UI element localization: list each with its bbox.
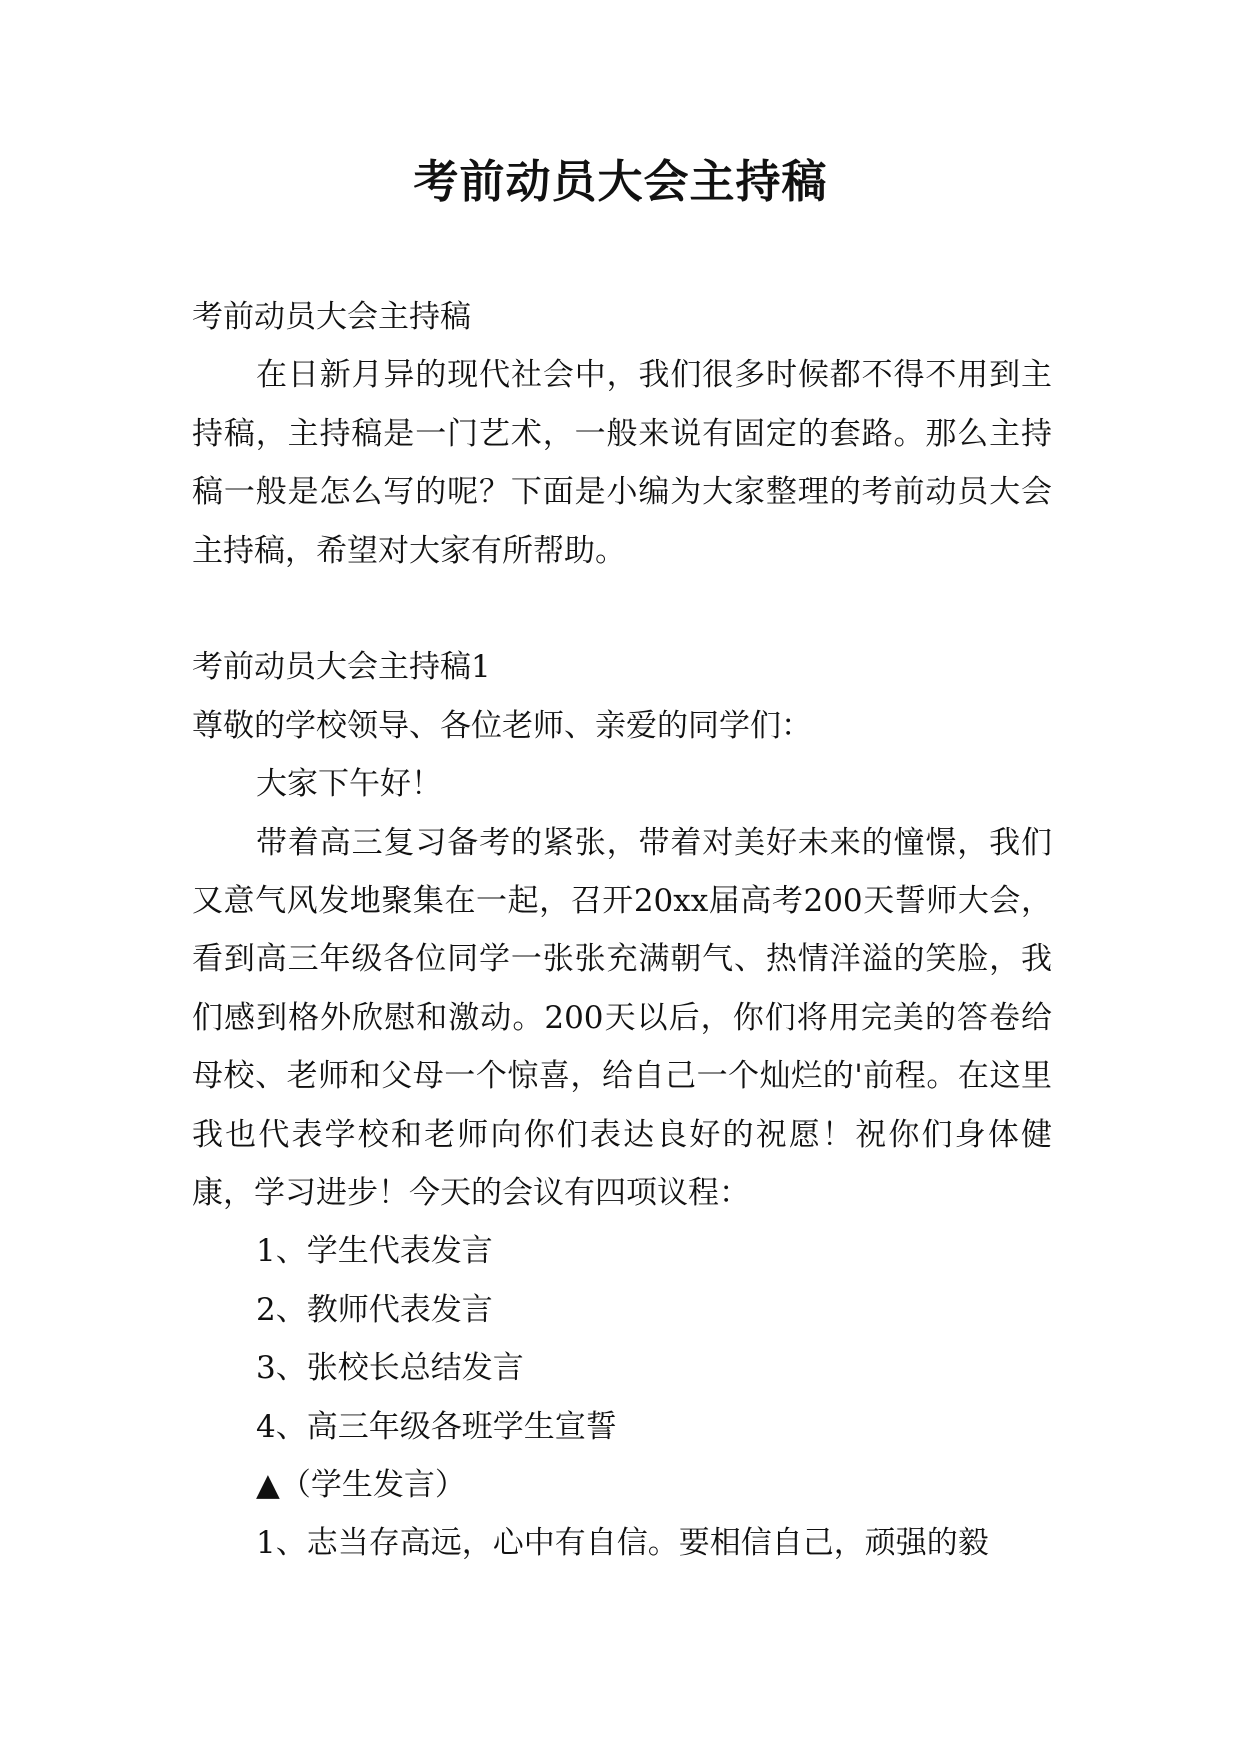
agenda-item: 4、高三年级各班学生宣誓 [256, 1408, 617, 1445]
document-body [192, 288, 1052, 1573]
speech-first-line: 1、志当存高远，心中有自信。要相信自己，顽强的毅 [256, 1525, 989, 1562]
agenda-item: 3、张校长总结发言 [256, 1350, 524, 1387]
body-paragraph: 带着高三复习备考的紧张，带着对美好未来的憧憬，我们又意气风发地聚集在一起，召开20xx届高考200天誓师大会，看到高三年级各位同学一张张充满朝气、热情洋溢的笑脸，我们感到格外欣慰和激动。200天以后，你们将用完美的答卷给母校、老师和父母一个惊喜，给自己一个灿烂的'前程。在这里我也代表学校和老师向你们表达良好的祝愿！祝你们身体健康，学习进步！今天的会议有四项议程： [192, 824, 1052, 1212]
agenda-item: 2、教师代表发言 [256, 1291, 493, 1328]
document-heading: 考前动员大会主持稿 [192, 299, 471, 335]
section-title: 考前动员大会主持稿1 [192, 649, 491, 686]
agenda-item: 1、学生代表发言 [256, 1233, 493, 1270]
blank-line [192, 580, 1052, 638]
student-speech-marker: ▲（学生发言） [256, 1466, 466, 1503]
intro-paragraph: 在日新月异的现代社会中，我们很多时候都不得不用到主持稿，主持稿是一门艺术，一般来说有固定的套路。那么主持稿一般是怎么写的呢？下面是小编为大家整理的考前动员大会主持稿，希望对大家有所帮助。 [192, 357, 1052, 569]
document-title: 考前动员大会主持稿 [413, 155, 828, 208]
salutation: 尊敬的学校领导、各位老师、亲爱的同学们： [192, 707, 812, 744]
greeting: 大家下午好！ [256, 766, 442, 803]
